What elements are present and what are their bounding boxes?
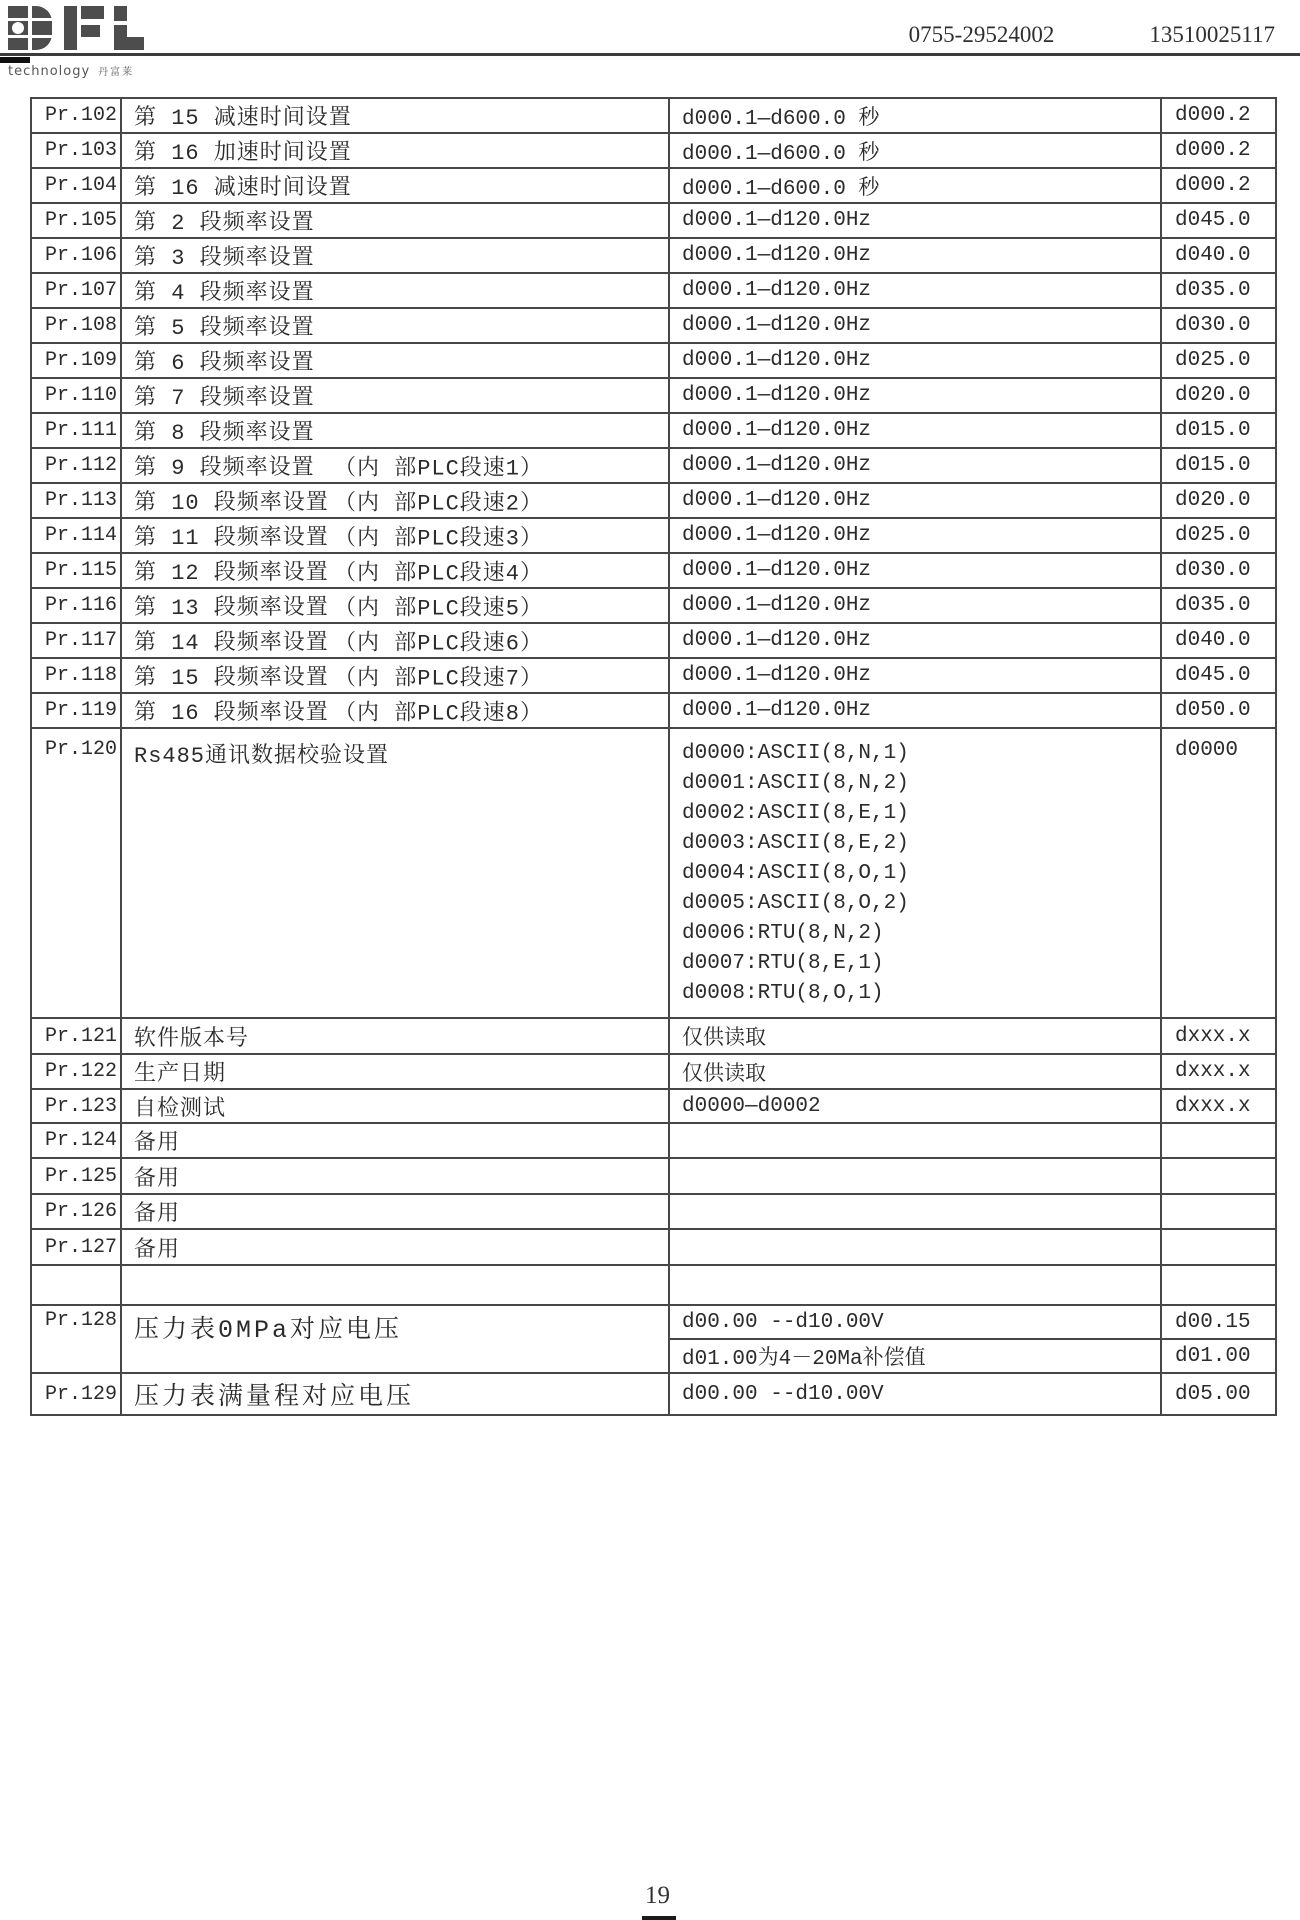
param-name-text: 第 11 段频率设置: [134, 526, 329, 551]
table-row-pr-106: [32, 239, 1275, 274]
param-name: [122, 134, 670, 167]
param-range: d000.1—d120.0Hz: [670, 239, 1162, 272]
param-default: d045.0: [1175, 664, 1251, 687]
table-row-pr-103: [32, 134, 1275, 169]
param-default: d000.2: [1175, 139, 1251, 162]
param-subrow: [670, 1340, 1275, 1372]
table-row-pr-120: [32, 729, 1275, 1019]
param-id: Pr.118: [32, 659, 122, 692]
param-default: d01.00: [1175, 1344, 1251, 1368]
param-range: d000.1—d120.0Hz: [670, 694, 1162, 727]
param-id: Pr.113: [32, 484, 122, 517]
param-id: Pr.125: [32, 1159, 122, 1193]
param-name-text: 第 15 减速时间设置: [134, 106, 352, 131]
param-subrow: [670, 1306, 1275, 1340]
param-range: d000.1—d120.0Hz: [670, 414, 1162, 447]
table-row-empty: [32, 1266, 1275, 1306]
param-default: d015.0: [1175, 454, 1251, 477]
param-range: d000.1—d120.0Hz: [670, 379, 1162, 412]
table-row-pr-123: [32, 1090, 1275, 1124]
table-row-pr-107: [32, 274, 1275, 309]
param-default: [1162, 1159, 1275, 1193]
param-id: Pr.124: [32, 1124, 122, 1157]
param-default: d05.00: [1175, 1382, 1251, 1406]
param-range: [670, 729, 1162, 1017]
param-id: Pr.102: [32, 99, 122, 132]
param-id: Pr.108: [32, 309, 122, 342]
contact-numbers: [909, 22, 1275, 48]
param-id: Pr.115: [32, 554, 122, 587]
table-row-pr-117: [32, 624, 1275, 659]
param-name-text: 备用: [134, 1166, 181, 1192]
param-id: Pr.117: [32, 624, 122, 657]
table-row-pr-110: [32, 379, 1275, 414]
param-range-option: d0002:ASCII(8,E,1): [682, 802, 909, 825]
param-name-text: 第 3 段频率设置: [134, 246, 315, 271]
header-divider-accent: [0, 57, 30, 63]
param-default: d040.0: [1175, 629, 1251, 652]
table-row-pr-127: [32, 1230, 1275, 1266]
param-id: Pr.103: [32, 134, 122, 167]
param-name: [122, 309, 670, 342]
param-name: [122, 519, 670, 552]
param-default: d040.0: [1175, 244, 1251, 267]
param-default: d030.0: [1175, 559, 1251, 582]
table-row-pr-119: [32, 694, 1275, 729]
table-row-pr-114: [32, 519, 1275, 554]
param-name-text: 备用: [134, 1131, 181, 1156]
param-name: [122, 274, 670, 307]
table-row-pr-125: [32, 1159, 1275, 1195]
param-name-text: 第 2 段频率设置: [134, 211, 315, 236]
param-id: Pr.109: [32, 344, 122, 377]
table-row-pr-108: [32, 309, 1275, 344]
param-default: [1162, 1266, 1275, 1304]
param-default: d000.2: [1175, 104, 1251, 127]
param-name-text: 第 10 段频率设置: [134, 491, 329, 516]
param-name-text: 第 13 段频率设置: [134, 596, 329, 621]
param-name: [122, 239, 670, 272]
param-name-text: 第 12 段频率设置: [134, 561, 329, 586]
param-range: d000.1—d120.0Hz: [670, 449, 1162, 482]
param-name: [122, 624, 670, 657]
param-annotation: （内 部PLC段速1）: [334, 456, 544, 481]
table-row-pr-124: [32, 1124, 1275, 1159]
param-default: dxxx.x: [1175, 1024, 1251, 1048]
param-default: dxxx.x: [1175, 1060, 1251, 1083]
param-id: Pr.126: [32, 1195, 122, 1228]
param-id: Pr.114: [32, 519, 122, 552]
param-range: [670, 1266, 1162, 1304]
param-range: [670, 1195, 1162, 1228]
param-range: d000.1—d600.0 秒: [670, 134, 1162, 167]
table-row-pr-122: [32, 1055, 1275, 1090]
param-name: [122, 449, 670, 482]
param-default: d025.0: [1175, 349, 1251, 372]
param-range: d000.1—d120.0Hz: [670, 624, 1162, 657]
param-name: [122, 169, 670, 202]
param-range: d000.1—d120.0Hz: [670, 274, 1162, 307]
param-default: d020.0: [1175, 489, 1251, 512]
param-name-text: 压力表0MPa对应电压: [134, 1316, 403, 1345]
company-logo: [8, 4, 238, 79]
param-range: 仅供读取: [670, 1055, 1162, 1088]
param-split-area: [670, 1306, 1275, 1372]
param-id: Pr.104: [32, 169, 122, 202]
param-range: d01.00为4－20Ma补偿值: [670, 1340, 1162, 1372]
param-default: d025.0: [1175, 524, 1251, 547]
param-name: [122, 729, 670, 1017]
param-name: [122, 1090, 670, 1122]
header-divider: [0, 53, 1300, 56]
logo-subtitle: [8, 63, 238, 79]
param-range-option: d0005:ASCII(8,O,2): [682, 892, 909, 915]
param-id: Pr.106: [32, 239, 122, 272]
param-range-option: d0000:ASCII(8,N,1): [682, 742, 909, 765]
param-default: d050.0: [1175, 699, 1251, 722]
param-default: d020.0: [1175, 384, 1251, 407]
param-default: dxxx.x: [1175, 1094, 1251, 1118]
param-range: d000.1—d120.0Hz: [670, 484, 1162, 517]
param-id: Pr.121: [32, 1019, 122, 1053]
table-row-pr-116: [32, 589, 1275, 624]
param-id: Pr.107: [32, 274, 122, 307]
param-name: [122, 1195, 670, 1228]
page-number-underline: [642, 1916, 676, 1920]
param-name-text: 第 8 段频率设置: [134, 421, 315, 446]
param-name: [122, 589, 670, 622]
logo-subtitle-cn: 丹富莱: [98, 67, 135, 78]
param-id: Pr.129: [32, 1374, 122, 1414]
param-annotation: （内 部PLC段速2）: [334, 491, 544, 516]
param-range: d000.1—d120.0Hz: [670, 659, 1162, 692]
param-default: d00.15: [1175, 1310, 1251, 1334]
param-name-text: 第 15 段频率设置: [134, 666, 329, 691]
param-name-text: 生产日期: [134, 1062, 227, 1087]
param-name-text: 备用: [134, 1202, 181, 1227]
logo-subtitle-en: technology: [8, 64, 91, 79]
param-default: d035.0: [1175, 594, 1251, 617]
param-id: Pr.122: [32, 1055, 122, 1088]
param-range-option: d0004:ASCII(8,O,1): [682, 862, 909, 885]
param-id: Pr.120: [32, 729, 122, 1017]
param-default: d045.0: [1175, 209, 1251, 232]
param-table: [30, 97, 1277, 1416]
param-name-text: 第 5 段频率设置: [134, 316, 315, 341]
param-name-text: 第 16 加速时间设置: [134, 141, 352, 166]
param-range: 仅供读取: [670, 1019, 1162, 1053]
table-row-pr-126: [32, 1195, 1275, 1230]
param-name-text: 第 9 段频率设置: [134, 456, 315, 481]
param-name-text: 软件版本号: [134, 1026, 250, 1052]
param-default: [1162, 1195, 1275, 1228]
param-range: d000.1—d120.0Hz: [670, 519, 1162, 552]
param-annotation: （内 部PLC段速6）: [334, 631, 544, 656]
param-id: Pr.112: [32, 449, 122, 482]
param-id: Pr.110: [32, 379, 122, 412]
phone-number-1: 0755-29524002: [908, 22, 1055, 47]
param-name: [122, 1230, 670, 1264]
table-row-pr-105: [32, 204, 1275, 239]
param-annotation: （内 部PLC段速4）: [334, 561, 544, 586]
param-name-text: 压力表满量程对应电压: [134, 1383, 415, 1412]
table-row-pr-118: [32, 659, 1275, 694]
param-range-option: d0006:RTU(8,N,2): [682, 922, 884, 945]
table-row-pr-102: [32, 99, 1275, 134]
param-id: Pr.127: [32, 1230, 122, 1264]
param-default: d0000: [1175, 739, 1239, 762]
param-name: [122, 694, 670, 727]
param-name: [122, 554, 670, 587]
param-range: d000.1—d120.0Hz: [670, 309, 1162, 342]
param-id: [32, 1266, 122, 1304]
param-name-text: 第 4 段频率设置: [134, 281, 315, 306]
param-range: d000.1—d120.0Hz: [670, 554, 1162, 587]
param-range: d000.1—d120.0Hz: [670, 589, 1162, 622]
param-id: Pr.116: [32, 589, 122, 622]
param-range: [670, 1124, 1162, 1157]
param-name: [122, 414, 670, 447]
phone-number-2: 13510025117: [1149, 22, 1275, 47]
param-range: d000.1—d120.0Hz: [670, 344, 1162, 377]
param-id: Pr.123: [32, 1090, 122, 1122]
table-row-pr-128: [32, 1306, 1275, 1374]
table-row-pr-129: [32, 1374, 1275, 1414]
param-range: d00.00 --d10.00V: [670, 1306, 1162, 1338]
param-name: [122, 1159, 670, 1193]
param-name: [122, 204, 670, 237]
param-name: [122, 344, 670, 377]
param-name: [122, 99, 670, 132]
param-range: [670, 1230, 1162, 1264]
param-name-text: Rs485通讯数据校验设置: [134, 744, 390, 769]
param-name: [122, 1055, 670, 1088]
param-default: d035.0: [1175, 279, 1251, 302]
param-name-text: 第 16 段频率设置: [134, 701, 329, 726]
param-default: [1162, 1230, 1275, 1264]
param-name-text: 备用: [134, 1237, 181, 1263]
table-row-pr-111: [32, 414, 1275, 449]
param-range-option: d0001:ASCII(8,N,2): [682, 772, 909, 795]
param-name: [122, 379, 670, 412]
param-name: [122, 1124, 670, 1157]
param-name-text: 第 7 段频率设置: [134, 386, 315, 411]
param-default: d000.2: [1175, 174, 1251, 197]
param-range-option: d0008:RTU(8,O,1): [682, 982, 884, 1005]
param-id: Pr.119: [32, 694, 122, 727]
param-annotation: （内 部PLC段速7）: [334, 666, 544, 691]
param-id: Pr.111: [32, 414, 122, 447]
table-row-pr-104: [32, 169, 1275, 204]
param-default: [1162, 1124, 1275, 1157]
page-header: [0, 0, 1300, 79]
table-row-pr-113: [32, 484, 1275, 519]
param-name: [122, 1266, 670, 1304]
table-row-pr-109: [32, 344, 1275, 379]
param-range: [670, 1159, 1162, 1193]
param-range-option: d0007:RTU(8,E,1): [682, 952, 884, 975]
param-name: [122, 1374, 670, 1414]
param-name: [122, 1019, 670, 1053]
table-row-pr-121: [32, 1019, 1275, 1055]
page-number: 19: [645, 1882, 670, 1909]
param-default: d015.0: [1175, 419, 1251, 442]
param-name: [122, 484, 670, 517]
dfl-logo-icon: [8, 4, 158, 56]
table-row-pr-115: [32, 554, 1275, 589]
param-name: [122, 659, 670, 692]
param-name-text: 自检测试: [134, 1096, 227, 1122]
param-annotation: （内 部PLC段速8）: [334, 701, 544, 726]
param-range: d000.1—d600.0 秒: [670, 169, 1162, 202]
param-name-text: 第 6 段频率设置: [134, 351, 315, 376]
param-range: d0000—d0002: [670, 1090, 1162, 1122]
param-range: d00.00 --d10.00V: [670, 1374, 1162, 1414]
param-range-option: d0003:ASCII(8,E,2): [682, 832, 909, 855]
param-range: d000.1—d600.0 秒: [670, 99, 1162, 132]
param-id: Pr.105: [32, 204, 122, 237]
table-row-pr-112: [32, 449, 1275, 484]
param-range: d000.1—d120.0Hz: [670, 204, 1162, 237]
param-annotation: （内 部PLC段速5）: [334, 596, 544, 621]
param-default: d030.0: [1175, 314, 1251, 337]
param-name-text: 第 16 减速时间设置: [134, 176, 352, 201]
param-annotation: （内 部PLC段速3）: [334, 526, 544, 551]
param-id: Pr.128: [32, 1306, 122, 1372]
param-name-text: 第 14 段频率设置: [134, 631, 329, 656]
param-name: [122, 1306, 670, 1372]
